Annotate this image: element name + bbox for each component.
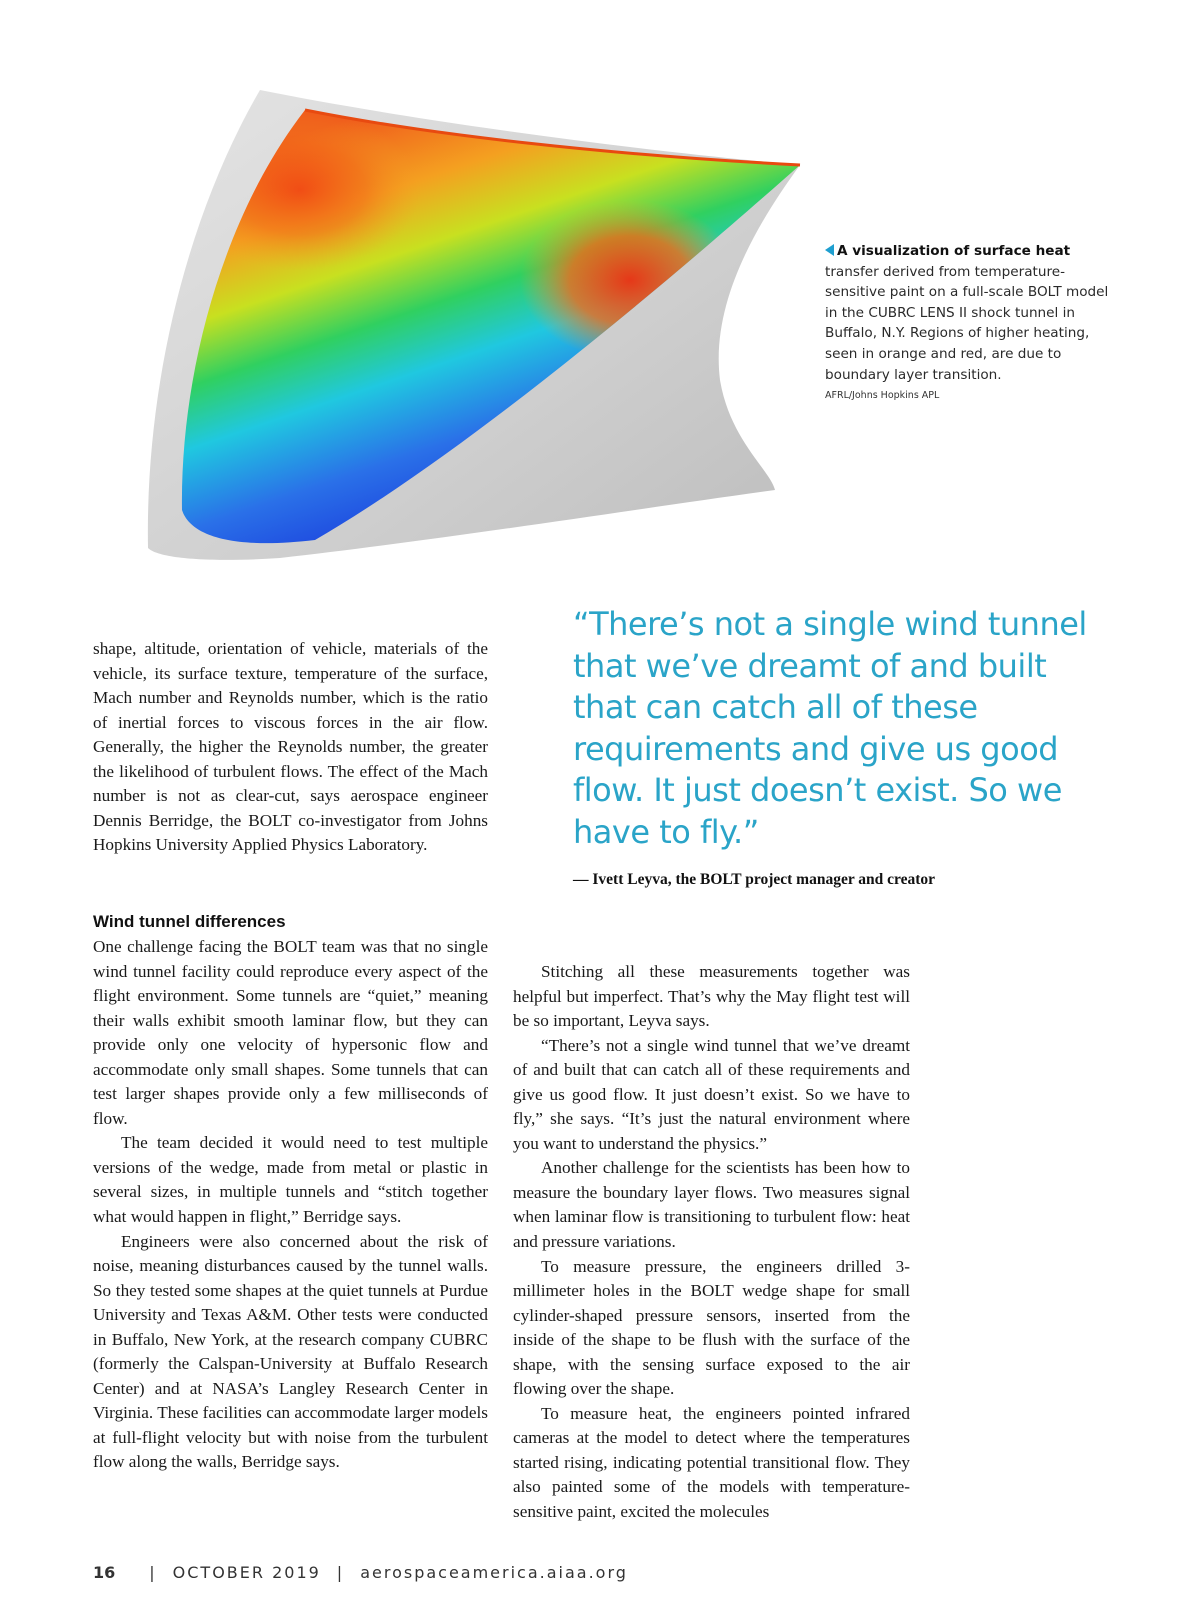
caption-body: transfer derived from temperature-sensitive paint on a full-scale BOLT model in the CUBRC LENS II shock tunnel in Buffalo, N.Y. Regions of higher heating, seen in orange and red, are due to boundary layer transition. — [825, 263, 1109, 383]
body-paragraph: Engineers were also concerned about the risk of noise, meaning disturbances caused by the tunnel walls. So they tested some shapes at the quiet tunnels at Purdue University and Texas A&M. Other tests were conducted in Buffalo, New York, at the research company CUBRC (formerly the Calspan-University at Buffalo Research Center) and at NASA’s Langley Research Center in Virginia. These facilities can accommodate larger models at full-flight velocity but with noise from the turbulent flow along the walls, Berridge says. — [93, 1231, 488, 1472]
column2 — [513, 960, 910, 1525]
page-number: 16 — [93, 1563, 116, 1582]
pull-quote-attribution: — Ivett Leyva, the BOLT project manager and creator — [573, 871, 936, 888]
body-paragraph: One challenge facing the BOLT team was that no single wind tunnel facility could reproduce every aspect of the flight environment. Some tunnels are “quiet,” meaning their walls exhibit smooth laminar flow, but they can provide only one velocity of hypersonic flow and accommodate only small shapes. Some tunnels that can test larger shapes provide only a few milliseconds of flow. — [93, 937, 488, 1128]
body-paragraph: shape, altitude, orientation of vehicle, materials of the vehicle, its surface texture, temperature of the surface, Mach number and Reynolds number, which is the ratio of inertial forces to viscous forces in the air flow. Generally, the higher the Reynolds number, the greater the likelihood of turbulent flows. The effect of the Mach number is not as clear-cut, says aerospace engineer Dennis Berridge, the BOLT co-investigator from Johns Hopkins University Applied Physics Laboratory. — [93, 639, 488, 855]
heat-transfer-visualization-image — [110, 80, 830, 600]
section-heading: Wind tunnel differences — [93, 912, 286, 931]
pull-quote: “There’s not a single wind tunnel that we’ve dreamt of and built that can catch all of these requirements and give us good flow. It just doesn’t exist. So we have to fly.” — [573, 605, 1087, 851]
footer-separator: | — [336, 1563, 345, 1582]
footer-separator: | — [149, 1563, 157, 1582]
body-paragraph: Another challenge for the scientists has been how to measure the boundary layer flows. Two measures signal when laminar flow is transitioning to turbulent flow: heat and pressure variations. — [513, 1158, 910, 1252]
caption-lead: A visualization of surface heat — [837, 243, 1071, 259]
issue-date: OCTOBER 2019 — [172, 1563, 321, 1582]
body-paragraph: To measure pressure, the engineers drilled 3-millimeter holes in the BOLT wedge shape for small cylinder-shaped pressure sensors, inserted from the inside of the shape to be flush with the surface of the shape, with the sensing surface exposed to the air flowing over the shape. — [513, 1256, 910, 1399]
body-paragraph: The team decided it would need to test multiple versions of the wedge, made from metal or plastic in several sizes, in multiple tunnels and “stitch together what would happen in flight,” Berridge says. — [93, 1133, 488, 1227]
body-paragraph: “There’s not a single wind tunnel that we’ve dreamt of and built that can catch all of these requirements and give us good flow. It just doesn’t exist. So we have to fly,” she says. “It’s just the natural environment where you want to understand the physics.” — [513, 1035, 910, 1153]
site-url: aerospaceamerica.aiaa.org — [360, 1563, 628, 1582]
body-paragraph: To measure heat, the engineers pointed infrared cameras at the model to detect where the temperatures started rising, indicating potential transitional flow. They also painted some of the models with temperature-sensitive paint, excited the molecules — [513, 1403, 910, 1522]
page-footer — [93, 1563, 628, 1582]
figure-caption — [825, 241, 1115, 403]
column1-bottom — [93, 935, 488, 1475]
caption-arrow-icon — [825, 244, 834, 256]
column1-top — [93, 637, 488, 858]
caption-credit: AFRL/Johns Hopkins APL — [825, 390, 940, 402]
body-paragraph: Stitching all these measurements together was helpful but imperfect. That’s why the May flight test will be so important, Leyva says. — [513, 962, 910, 1031]
